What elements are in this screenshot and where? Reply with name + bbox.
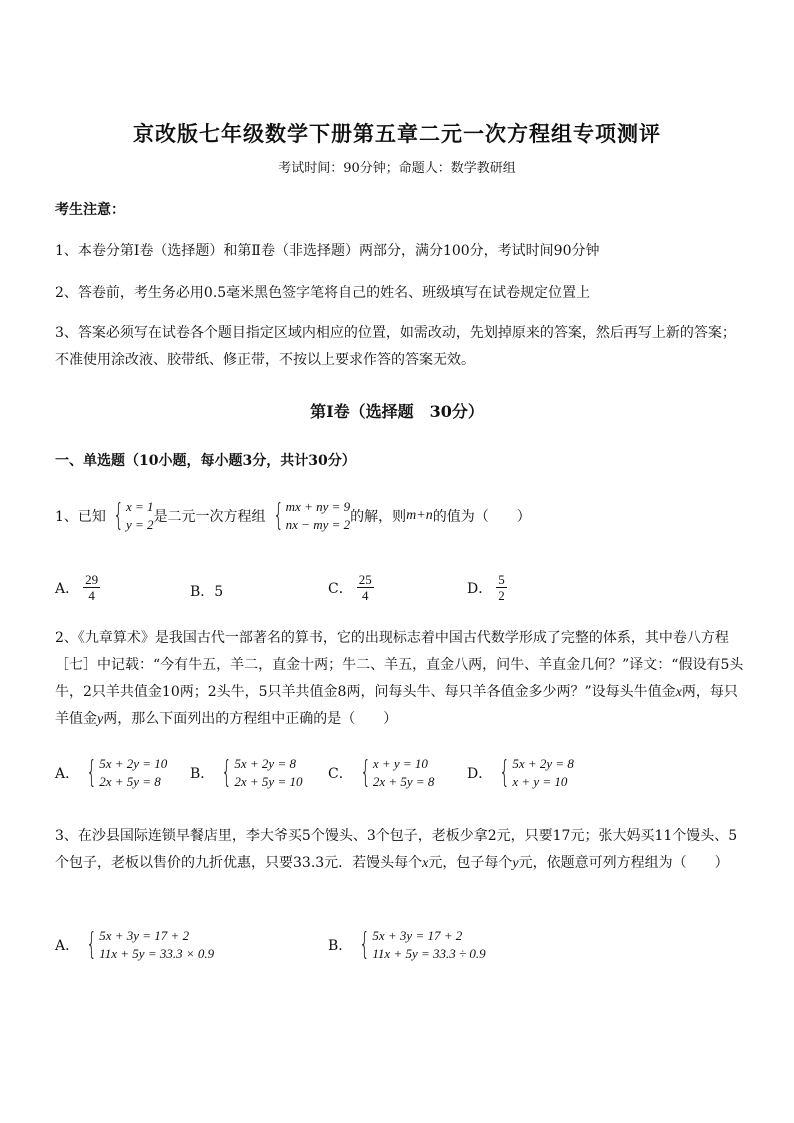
brace-icon: { [86, 927, 97, 962]
option-label: B．5 [190, 584, 224, 600]
page-title: 京改版七年级数学下册第五章二元一次方程组专项测评 [133, 121, 661, 146]
option-label: B． [190, 766, 215, 782]
notice-item-1: 1、本卷分第Ⅰ卷（选择题）和第Ⅱ卷（非选择题）两部分，满分100分，考试时间90分钟 [55, 243, 600, 259]
equation: 5x + 2y = 8 [512, 756, 574, 771]
option-label: B． [328, 938, 353, 954]
q1-eq-2: nx − my = 2 [285, 517, 351, 532]
numerator: 25 [358, 572, 372, 587]
fraction [357, 572, 374, 603]
option-label: C． [328, 766, 353, 782]
equation: 2x + 5y = 8 [99, 774, 161, 789]
q3-option-a[interactable] [55, 927, 214, 963]
option-label: A． [55, 938, 80, 954]
brace-icon: { [221, 755, 233, 790]
q3-var-x: x [422, 856, 429, 871]
q2-option-c[interactable] [328, 755, 434, 791]
q1-option-d[interactable] [467, 572, 507, 603]
equation: 5x + 3y = 17 + 2 [99, 928, 190, 943]
q1-given-eq-2: y = 2 [126, 517, 154, 532]
equation: 5x + 3y = 17 + 2 [372, 928, 463, 943]
q1-middle: 是二元一次方程组 [153, 509, 266, 525]
q1-prefix: 1、已知 [55, 509, 106, 525]
fraction [83, 572, 100, 603]
exam-info: 考试时间：90分钟；命题人：数学教研组 [278, 161, 516, 176]
notice-item-3: 3、答案必须写在试卷各个题目指定区域内相应的位置，如需改动，先划掉原来的答案，然后再写上新的答案；不准使用涂改液、胶带纸、修正带，不按以上要求作答的答案无效。 [55, 325, 736, 368]
q2-text: 2、《九章算术》是我国古代一部著名的算书，它的出现标志着中国古代数学形成了完整的体系，其中卷八方程［七］中记载：“今有牛五，羊二，直金十两；牛二、羊五，直金八两，问牛、羊直金几何？”译文：“假设有5头牛，2只羊共值金10两；2头牛，5只羊共值金8两，问每头牛、每只羊各值金多少两？”设每头牛值金 [55, 630, 744, 700]
equation: 5x + 2y = 8 [234, 756, 296, 771]
q2-mid: 两，每只羊值金 [55, 684, 738, 727]
q1-equation-system [269, 498, 351, 534]
brace-icon: { [86, 755, 97, 790]
q1-eq-1: mx + ny = 9 [285, 499, 351, 514]
q3-var-y: y [512, 856, 519, 871]
equation: 5x + 2y = 10 [99, 756, 168, 771]
denominator: 4 [361, 588, 369, 603]
equation: 2x + 5y = 8 [372, 774, 435, 789]
q1-given-system [109, 498, 154, 534]
q3-option-b[interactable] [328, 927, 486, 963]
brace-icon: { [359, 927, 371, 962]
q3-text: 3、在沙县国际连锁早餐店里，李大爷买5个馒头、3个包子，老板少拿2元，只要17元；张大妈买11个馒头、5个包子，老板以售价的九折优惠，只要33.3元．若馒头每个 [55, 828, 738, 871]
q1-option-b[interactable] [190, 581, 223, 601]
notice-heading: 考生注意： [55, 202, 125, 218]
equation: 11x + 5y = 33.3 × 0.9 [99, 946, 215, 961]
equation: 11x + 5y = 33.3 ÷ 0.9 [372, 946, 486, 961]
option-label: A． [55, 580, 80, 597]
q1-given-eq-1: x = 1 [126, 499, 154, 514]
numerator: 29 [85, 572, 99, 587]
brace-icon: { [113, 498, 124, 533]
notice-item-2: 2、答卷前，考生务必用0.5毫米黑色签字笔将自己的姓名、班级填写在试卷规定位置上 [55, 285, 591, 301]
fraction [496, 572, 507, 603]
equation: x + y = 10 [372, 756, 428, 771]
question-1 [55, 498, 531, 534]
q1-option-a[interactable] [55, 572, 100, 603]
option-label: C． [328, 580, 353, 597]
q1-suffix-b: 的值为（ ） [432, 509, 531, 525]
denominator: 2 [498, 588, 505, 603]
q1-suffix-a: 的解，则 [350, 509, 407, 525]
part-heading: 一、单选题（10小题，每小题3分，共计30分） [55, 453, 356, 469]
q3-end: 元，依题意可列方程组为（ ） [518, 855, 729, 871]
section-title: 第Ⅰ卷（选择题 30分） [310, 402, 484, 421]
q2-option-d[interactable] [467, 755, 574, 791]
q1-option-c[interactable] [328, 572, 374, 603]
brace-icon: { [360, 755, 371, 790]
q2-option-b[interactable] [190, 755, 302, 791]
q2-var-y: y [97, 712, 104, 727]
q2-option-a[interactable] [55, 755, 167, 791]
equation: x + y = 10 [512, 774, 568, 789]
option-label: D． [467, 580, 493, 597]
denominator: 4 [88, 588, 95, 603]
question-2 [55, 625, 745, 733]
question-3 [55, 823, 745, 877]
q1-expression: m+n [406, 508, 433, 523]
equation: 2x + 5y = 10 [234, 774, 303, 789]
option-label: A． [55, 766, 80, 782]
numerator: 5 [498, 572, 505, 587]
brace-icon: { [499, 755, 511, 790]
q2-end: 两，那么下面列出的方程组中正确的是（ ） [103, 711, 398, 727]
q3-mid: 元，包子每个 [428, 855, 513, 871]
option-label: D． [467, 766, 493, 782]
brace-icon: { [272, 498, 284, 533]
q2-var-x: x [675, 685, 682, 700]
